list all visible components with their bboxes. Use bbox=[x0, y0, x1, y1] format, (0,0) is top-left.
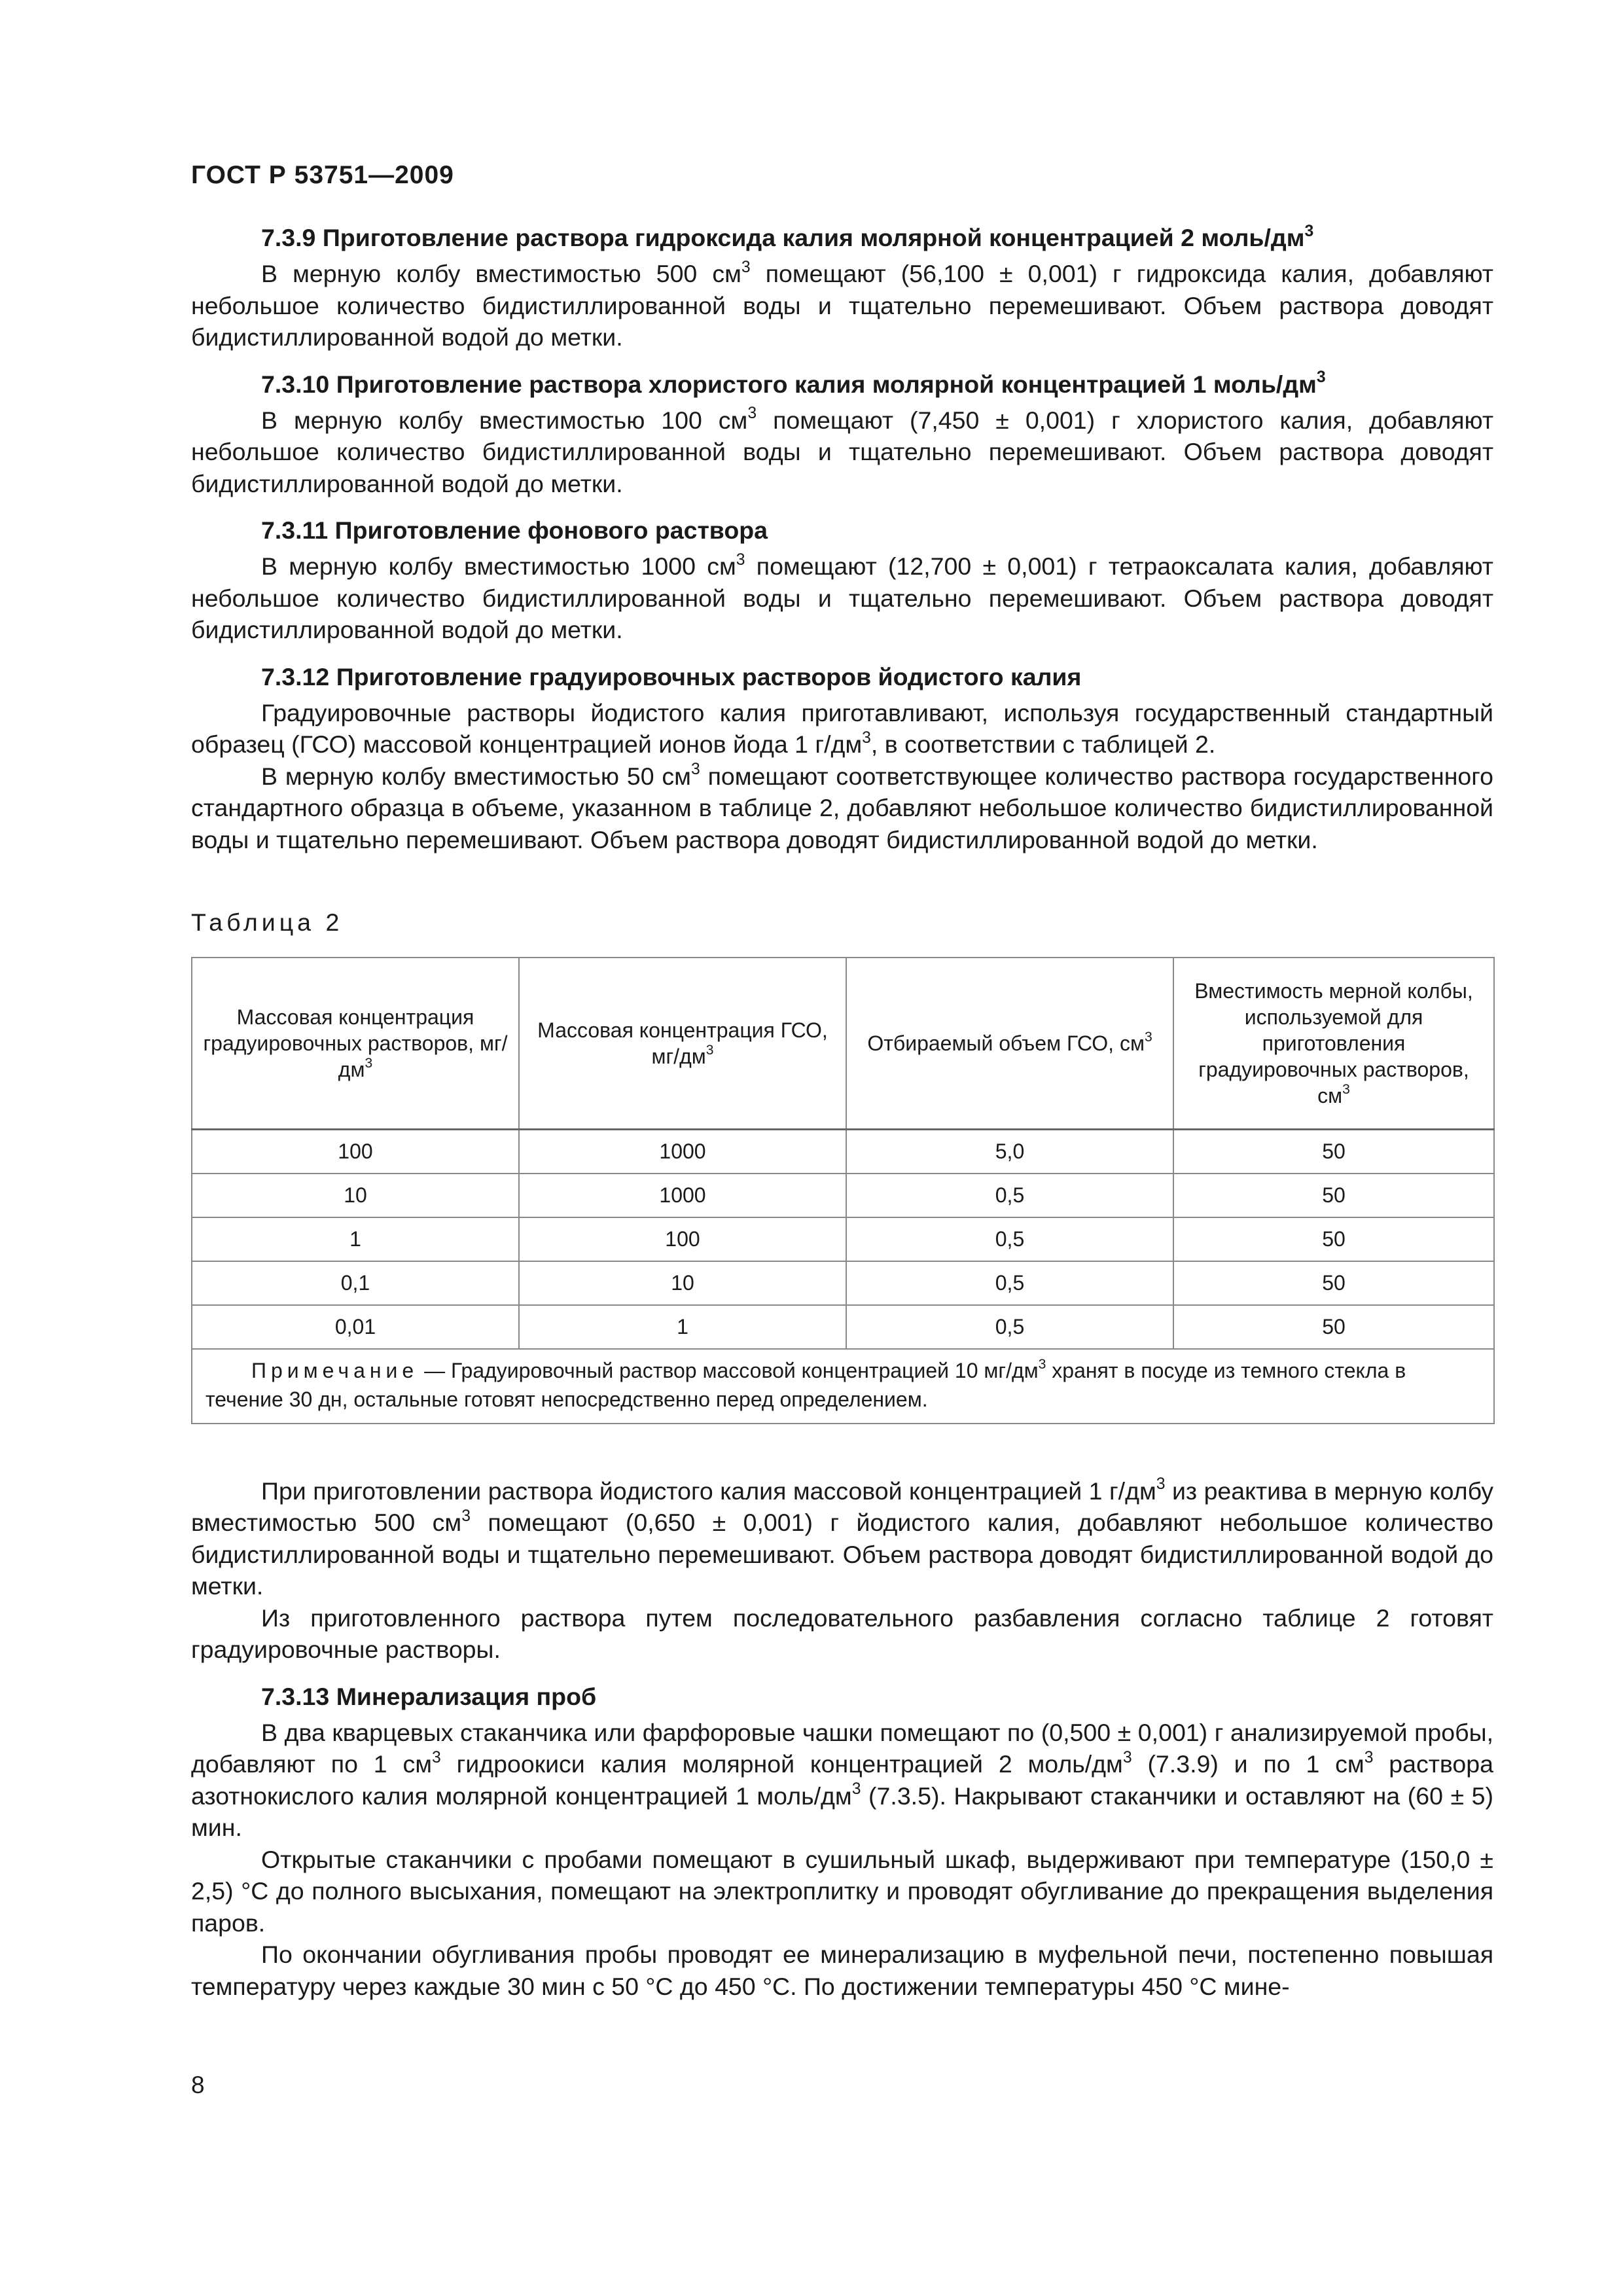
paragraph: По окончании обугливания пробы проводят ее минерализацию в муфельной печи, постепенно повышая температуру через каждые 30 мин с 50 °С до 450 °С. По достижении температуры 450 °С мине- bbox=[191, 1941, 1493, 2000]
table-cell: 50 bbox=[1173, 1174, 1494, 1217]
paragraph: Градуировочные растворы йодистого калия приготавливают, используя государственный стандартный образец (ГСО) массовой концентрацией ионов йода 1 $г/дм^3$, в соответствии с таблицей 2. bbox=[191, 698, 1493, 758]
paragraph: В мерную колбу вместимостью 1000 $см^3$ помещают (12,700 ± 0,001) г тетраоксалата калия, добавляют небольшое количество бидистиллированной воды и тщательно перемешивают. Объем раствора доводят бидистиллированной водой до метки. bbox=[191, 550, 1493, 643]
table-header-row bbox=[192, 958, 1494, 1130]
table-row bbox=[192, 1261, 1494, 1305]
paragraph: Из приготовленного раствора путем последовательного разбавления согласно таблице 2 готовят градуировочные растворы. bbox=[191, 1604, 1493, 1663]
section-number: 7.3.13 bbox=[261, 1682, 330, 1710]
column-header: Отбираемый объем ГСО, $см^3$ bbox=[846, 958, 1173, 1130]
section-number: 7.3.10 bbox=[261, 370, 330, 398]
calibration-table bbox=[191, 957, 1495, 1424]
post-table-text bbox=[191, 1475, 1493, 1666]
table-cell: 10 bbox=[519, 1261, 846, 1305]
table-cell: 50 bbox=[1173, 1305, 1494, 1349]
table-cell: 0,01 bbox=[192, 1305, 519, 1349]
paragraph: В мерную колбу вместимостью 100 $см^3$ помещают (7,450 ± 0,001) г хлористого калия, добавляют небольшое количество бидистиллированной воды и тщательно перемешивают. Объем раствора доводят бидистиллированной водой до метки. bbox=[191, 404, 1493, 497]
section-7-3-10 bbox=[191, 368, 1493, 500]
table-cell: 0,1 bbox=[192, 1261, 519, 1305]
table-cell: 50 bbox=[1173, 1217, 1494, 1261]
table-cell: 0,5 bbox=[846, 1217, 1173, 1261]
table-note: Примечание — Градуировочный раствор массовой концентрацией 10 $мг/дм^3$ хранят в посуде из темного стекла в течение 30 дн, остальные готовят непосредственно перед определением. bbox=[192, 1349, 1494, 1424]
table-row bbox=[192, 1174, 1494, 1217]
page-number: 8 bbox=[191, 2072, 205, 2098]
paragraph: Открытые стаканчики с пробами помещают в сушильный шкаф, выдерживают при температуре (150,0 ± 2,5) °С до полного высыхания, помещают на электроплитку и проводят обугливание до прекращения выделения паров. bbox=[191, 1845, 1493, 1937]
section-7-3-9 bbox=[191, 221, 1493, 353]
section-number: 7.3.9 bbox=[261, 224, 316, 251]
section-title: Приготовление фонового раствора bbox=[334, 516, 768, 544]
section-title: Приготовление градуировочных растворов йодистого калия bbox=[336, 662, 1082, 691]
section-heading bbox=[191, 1680, 1493, 1713]
table-cell: 5,0 bbox=[846, 1129, 1173, 1174]
table-cell: 1 bbox=[192, 1217, 519, 1261]
table-row bbox=[192, 1305, 1494, 1349]
column-header: Массовая концентрация градуировочных растворов, $мг/дм^3$ bbox=[192, 958, 519, 1130]
superscript: 3 bbox=[1316, 368, 1326, 386]
table-cell: 100 bbox=[519, 1217, 846, 1261]
table-cell: 1 bbox=[519, 1305, 846, 1349]
note-label: Примечание bbox=[251, 1358, 419, 1382]
paragraph: В два кварцевых стаканчика или фарфоровые чашки помещают по (0,500 ± 0,001) г анализируемой пробы, добавляют по 1 $см^3$ гидроокиси калия молярной концентрацией 2 моль/$дм^3$ (7.3.9) и по 1 $см^3$ раствора азотнокислого калия молярной концентрацией 1 моль/$дм^3$ (7.3.5). Накрывают стаканчики и оставляют на (60 ± 5) мин. bbox=[191, 1718, 1494, 1841]
section-title: Приготовление раствора гидроксида калия молярной концентрацией 2 моль/дм bbox=[322, 224, 1305, 251]
table-cell: 50 bbox=[1173, 1129, 1494, 1174]
table-row bbox=[192, 1217, 1494, 1261]
table-cell: 1000 bbox=[519, 1129, 846, 1174]
table-cell: 0,5 bbox=[846, 1305, 1173, 1349]
table-cell: 1000 bbox=[519, 1174, 846, 1217]
table-cell: 10 bbox=[192, 1174, 519, 1217]
section-title: Приготовление раствора хлористого калия молярной концентрацией 1 моль/дм bbox=[336, 370, 1317, 398]
table-cell: 100 bbox=[192, 1129, 519, 1174]
paragraph: В мерную колбу вместимостью 50 $см^3$ помещают соответствующее количество раствора государственного стандартного образца в объеме, указанном в таблице 2, добавляют небольшое количество бидистиллированной воды и тщательно перемешивают. Объем раствора доводят бидистиллированной водой до метки. bbox=[191, 761, 1493, 853]
section-heading bbox=[191, 514, 1493, 547]
section-heading bbox=[191, 660, 1493, 693]
table-cell: 0,5 bbox=[846, 1261, 1173, 1305]
column-header: Вместимость мерной колбы, используемой для приготовления градуировочных растворов, $см^3$ bbox=[1173, 958, 1494, 1130]
table-note-row bbox=[192, 1349, 1494, 1424]
table-caption: Таблица 2 bbox=[191, 908, 344, 936]
section-number: 7.3.12 bbox=[261, 662, 330, 691]
table-cell: 0,5 bbox=[846, 1174, 1173, 1217]
document-header: ГОСТ Р 53751—2009 bbox=[191, 161, 454, 189]
section-title: Минерализация проб bbox=[336, 1682, 597, 1710]
table-row bbox=[192, 1129, 1494, 1174]
section-heading bbox=[191, 368, 1493, 401]
section-heading bbox=[191, 221, 1493, 254]
section-7-3-13 bbox=[191, 1680, 1493, 2003]
superscript: 3 bbox=[1304, 222, 1314, 240]
paragraph: В мерную колбу вместимостью 500 $см^3$ помещают (56,100 ± 0,001) г гидроксида калия, добавляют небольшое количество бидистиллированной воды и тщательно перемешивают. Объем раствора доводят бидистиллированной водой до метки. bbox=[191, 258, 1493, 351]
section-7-3-12 bbox=[191, 660, 1493, 856]
section-number: 7.3.11 bbox=[261, 516, 329, 544]
section-7-3-11 bbox=[191, 514, 1493, 646]
table-cell: 50 bbox=[1173, 1261, 1494, 1305]
paragraph: При приготовлении раствора йодистого калия массовой концентрацией 1 $г/дм^3$ из реактива в мерную колбу вместимостью 500 $см^3$ помещают (0,650 ± 0,001) г йодистого калия, добавляют небольшое количество бидистиллированной воды и тщательно перемешивают. Объем раствора доводят бидистиллированной водой до метки. bbox=[191, 1475, 1493, 1600]
document-body bbox=[191, 221, 1493, 2002]
column-header: Массовая концентрация ГСО, $мг/дм^3$ bbox=[519, 958, 846, 1130]
